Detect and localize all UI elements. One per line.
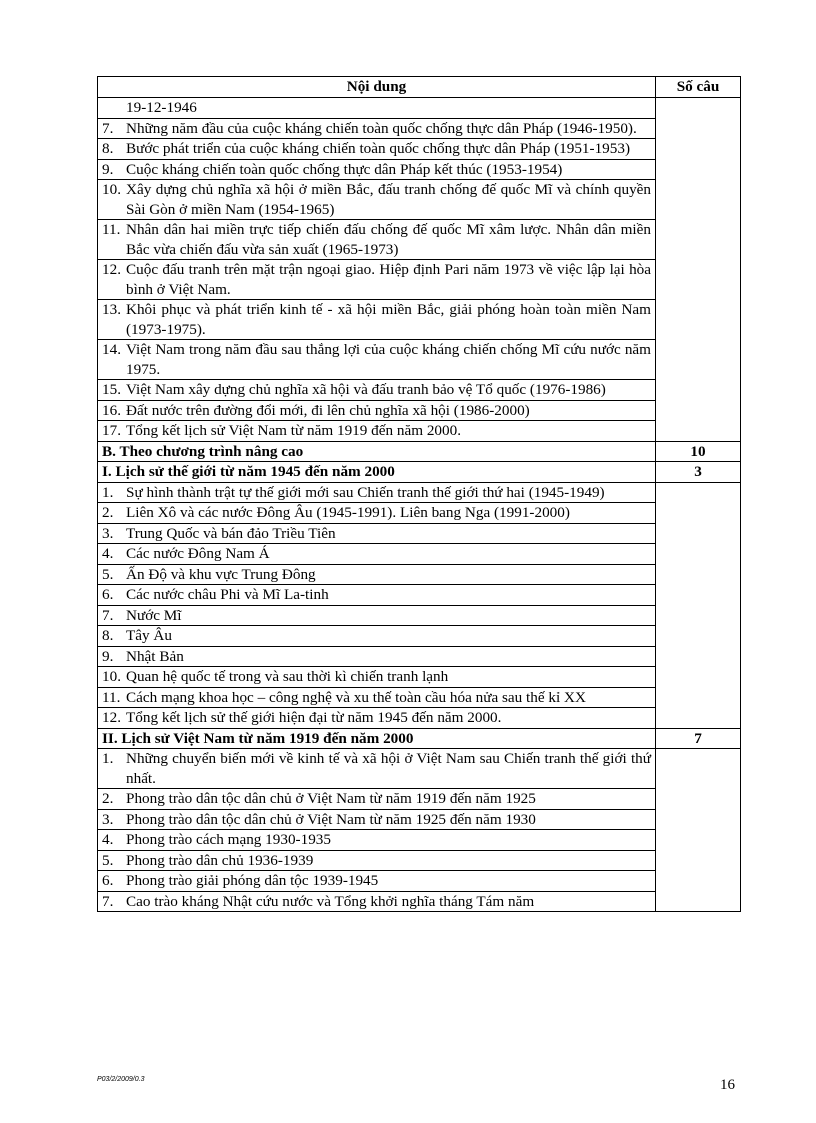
table-row	[98, 789, 741, 810]
item-cell	[98, 220, 656, 260]
list-item	[102, 524, 651, 544]
section-count: 3	[656, 462, 741, 483]
item-cell	[98, 871, 656, 892]
item-text: Việt Nam xây dựng chủ nghĩa xã hội và đấu tranh bảo vệ Tổ quốc (1976-1986)	[126, 381, 606, 398]
table-row	[98, 809, 741, 830]
item-text: Đất nước trên đường đổi mới, đi lên chủ nghĩa xã hội (1986-2000)	[126, 401, 530, 419]
item-number: 2.	[102, 504, 114, 521]
item-text: Tổng kết lịch sử Việt Nam từ năm 1919 đến năm 2000.	[126, 422, 461, 439]
table-header-row	[98, 77, 741, 98]
section-row	[98, 462, 741, 483]
item-text: Trung Quốc và bán đảo Triều Tiên	[126, 524, 336, 542]
item-number: 11.	[102, 221, 121, 238]
item-number: 7.	[102, 606, 114, 624]
item-text: Nhật Bản	[126, 647, 184, 665]
item-cell	[98, 564, 656, 585]
item-text: Liên Xô và các nước Đông Âu (1945-1991). Liên bang Nga (1991-2000)	[126, 504, 570, 521]
table-row	[98, 830, 741, 851]
item-text: Quan hệ quốc tế trong và sau thời kì chiến tranh lạnh	[126, 668, 449, 685]
list-item	[102, 585, 651, 605]
table-row	[98, 891, 741, 912]
item-text: Tổng kết lịch sử thế giới hiện đại từ năm 1945 đến năm 2000.	[126, 709, 502, 726]
table-row	[98, 421, 741, 442]
item-cell	[98, 139, 656, 160]
table-row	[98, 667, 741, 688]
item-text: Các nước Đông Nam Á	[126, 545, 270, 562]
list-item	[102, 119, 651, 139]
list-item	[102, 871, 651, 891]
list-item	[102, 340, 651, 379]
item-cell	[98, 260, 656, 300]
item-number: 8.	[102, 140, 114, 157]
item-cell	[98, 585, 656, 606]
item-number: 4.	[102, 545, 114, 562]
item-cell	[98, 667, 656, 688]
item-cell	[98, 687, 656, 708]
item-number: 6.	[102, 872, 114, 889]
table-row	[98, 380, 741, 401]
item-cell	[98, 605, 656, 626]
list-item	[102, 220, 651, 259]
item-cell	[98, 118, 656, 139]
list-item	[102, 708, 651, 728]
item-text: Tây Âu	[126, 627, 172, 644]
item-text: Cuộc đấu tranh trên mặt trận ngoại giao. Hiệp định Pari năm 1973 về việc lập lại hòa bình ở Việt Nam.	[126, 261, 651, 298]
item-cell	[98, 421, 656, 442]
item-text: Phong trào giải phóng dân tộc 1939-1945	[126, 872, 379, 889]
item-cell	[98, 749, 656, 789]
item-number: 17.	[102, 422, 121, 439]
item-number: 3.	[102, 810, 114, 828]
item-number: 7.	[102, 119, 114, 137]
list-item	[102, 503, 651, 523]
list-item	[102, 810, 651, 830]
item-cell	[98, 159, 656, 180]
table-row	[98, 564, 741, 585]
item-text: Phong trào dân tộc dân chủ ở Việt Nam từ năm 1925 đến năm 1930	[126, 810, 536, 828]
item-cell	[98, 400, 656, 421]
item-text: Phong trào dân tộc dân chủ ở Việt Nam từ năm 1919 đến năm 1925	[126, 790, 536, 807]
item-cell	[98, 830, 656, 851]
item-number: 12.	[102, 709, 121, 726]
table-row	[98, 626, 741, 647]
item-text: Nước Mĩ	[126, 606, 182, 624]
table-row	[98, 139, 741, 160]
section-title: B. Theo chương trình nâng cao	[98, 441, 656, 462]
section-count: 7	[656, 728, 741, 749]
item-number: 1.	[102, 750, 114, 767]
item-number: 12.	[102, 261, 121, 278]
section-title: I. Lịch sử thế giới từ năm 1945 đến năm 2000	[98, 462, 656, 483]
item-number: 14.	[102, 341, 121, 358]
list-item	[102, 139, 651, 159]
item-text: Các nước châu Phi và Mĩ La-tinh	[126, 586, 329, 603]
list-item	[102, 667, 651, 687]
list-item	[102, 626, 651, 646]
list-item	[102, 300, 651, 339]
table-row	[98, 871, 741, 892]
item-text: Phong trào cách mạng 1930-1935	[126, 831, 331, 848]
list-item	[102, 749, 651, 788]
item-number: 15.	[102, 381, 121, 398]
list-item	[102, 160, 651, 180]
item-number: 1.	[102, 483, 114, 501]
table-row	[98, 118, 741, 139]
count-blank-cell	[656, 98, 741, 442]
table-row	[98, 180, 741, 220]
list-item	[102, 892, 651, 912]
list-item	[102, 483, 651, 503]
item-number: 11.	[102, 688, 121, 706]
item-text: Phong trào dân chủ 1936-1939	[126, 851, 314, 869]
item-number: 4.	[102, 831, 114, 848]
item-text: Khôi phục và phát triển kinh tế - xã hội miền Bắc, giải phóng hoàn toàn miền Nam (1973-1975).	[126, 301, 651, 338]
item-cell	[98, 626, 656, 647]
item-cell	[98, 300, 656, 340]
header-count: Số câu	[656, 77, 741, 98]
item-number: 9.	[102, 647, 114, 665]
table-row	[98, 220, 741, 260]
item-cell	[98, 891, 656, 912]
list-item	[102, 401, 651, 421]
list-item	[102, 647, 651, 667]
item-cell	[98, 789, 656, 810]
table-row	[98, 605, 741, 626]
item-number: 10.	[102, 668, 121, 685]
list-item	[102, 789, 651, 809]
list-item	[102, 544, 651, 564]
item-cell	[98, 809, 656, 830]
item-text: Những năm đầu của cuộc kháng chiến toàn quốc chống thực dân Pháp (1946-1950).	[126, 119, 637, 137]
section-count: 10	[656, 441, 741, 462]
item-text: Sự hình thành trật tự thế giới mới sau Chiến tranh thế giới thứ hai (1945-1949)	[126, 483, 605, 501]
item-number: 2.	[102, 790, 114, 807]
footer-code: P03/2/2009/0.3	[97, 1076, 145, 1083]
item-cell	[98, 850, 656, 871]
item-number: 7.	[102, 892, 114, 910]
item-cell	[98, 380, 656, 401]
item-text: Cuộc kháng chiến toàn quốc chống thực dân Pháp kết thúc (1953-1954)	[126, 160, 563, 178]
item-number: 16.	[102, 401, 121, 419]
table-row	[98, 340, 741, 380]
item-number: 5.	[102, 565, 114, 583]
item-number: 6.	[102, 586, 114, 603]
item-cell	[98, 708, 656, 729]
header-content: Nội dung	[98, 77, 656, 98]
item-text: Bước phát triển của cuộc kháng chiến toàn quốc chống thực dân Pháp (1951-1953)	[126, 140, 631, 157]
list-item	[102, 380, 651, 400]
item-text: Cách mạng khoa học – công nghệ và xu thế toàn cầu hóa nửa sau thế kỉ XX	[126, 688, 586, 706]
table-row	[98, 159, 741, 180]
table-row	[98, 850, 741, 871]
section-title: II. Lịch sử Việt Nam từ năm 1919 đến năm 2000	[98, 728, 656, 749]
table-row	[98, 646, 741, 667]
section-row	[98, 441, 741, 462]
list-item	[102, 180, 651, 219]
item-text: Việt Nam trong năm đầu sau thắng lợi của cuộc kháng chiến chống Mĩ cứu nước năm 1975.	[126, 341, 651, 378]
continuation-text: 19-12-1946	[126, 99, 197, 116]
item-number: 5.	[102, 851, 114, 869]
list-item	[102, 565, 651, 585]
list-item	[102, 688, 651, 708]
item-text: Nhân dân hai miền trực tiếp chiến đấu chống đế quốc Mĩ xâm lược. Nhân dân miền Bắc vừa chiến đấu vừa sản xuất (1965-1973)	[126, 221, 651, 258]
item-text: Ấn Độ và khu vực Trung Đông	[126, 565, 316, 583]
item-number: 9.	[102, 160, 114, 178]
table-row	[98, 260, 741, 300]
page-number: 16	[720, 1077, 735, 1093]
count-blank-cell	[656, 749, 741, 912]
item-text: Những chuyển biến mới về kinh tế và xã hội ở Việt Nam sau Chiến tranh thế giới thứ nhất.	[126, 750, 651, 787]
table-row	[98, 98, 741, 119]
item-cell	[98, 523, 656, 544]
table-body	[98, 98, 741, 912]
item-cell	[98, 340, 656, 380]
item-number: 13.	[102, 301, 121, 318]
content-table	[97, 76, 741, 912]
item-cell	[98, 646, 656, 667]
table-row	[98, 400, 741, 421]
list-item	[102, 421, 651, 441]
item-text: Xây dựng chủ nghĩa xã hội ở miền Bắc, đấu tranh chống đế quốc Mĩ và chính quyền Sài Gòn ở miền Nam (1954-1965)	[126, 181, 651, 218]
table-row	[98, 523, 741, 544]
item-text: Cao trào kháng Nhật cứu nước và Tổng khởi nghĩa tháng Tám năm	[126, 892, 535, 910]
item-number: 3.	[102, 524, 114, 542]
item-number: 8.	[102, 627, 114, 644]
item-cell	[98, 180, 656, 220]
table-row	[98, 503, 741, 524]
list-item	[102, 851, 651, 871]
table-row	[98, 687, 741, 708]
item-number: 10.	[102, 181, 121, 198]
section-row	[98, 728, 741, 749]
table-row	[98, 482, 741, 503]
table-row	[98, 585, 741, 606]
count-blank-cell	[656, 482, 741, 728]
item-cell	[98, 482, 656, 503]
list-item	[102, 260, 651, 299]
list-item	[102, 830, 651, 850]
item-cell	[98, 544, 656, 565]
table-row	[98, 708, 741, 729]
table-row	[98, 544, 741, 565]
item-cell	[98, 503, 656, 524]
table-row	[98, 749, 741, 789]
continuation-cell	[98, 98, 656, 119]
list-item	[102, 606, 651, 626]
table-row	[98, 300, 741, 340]
